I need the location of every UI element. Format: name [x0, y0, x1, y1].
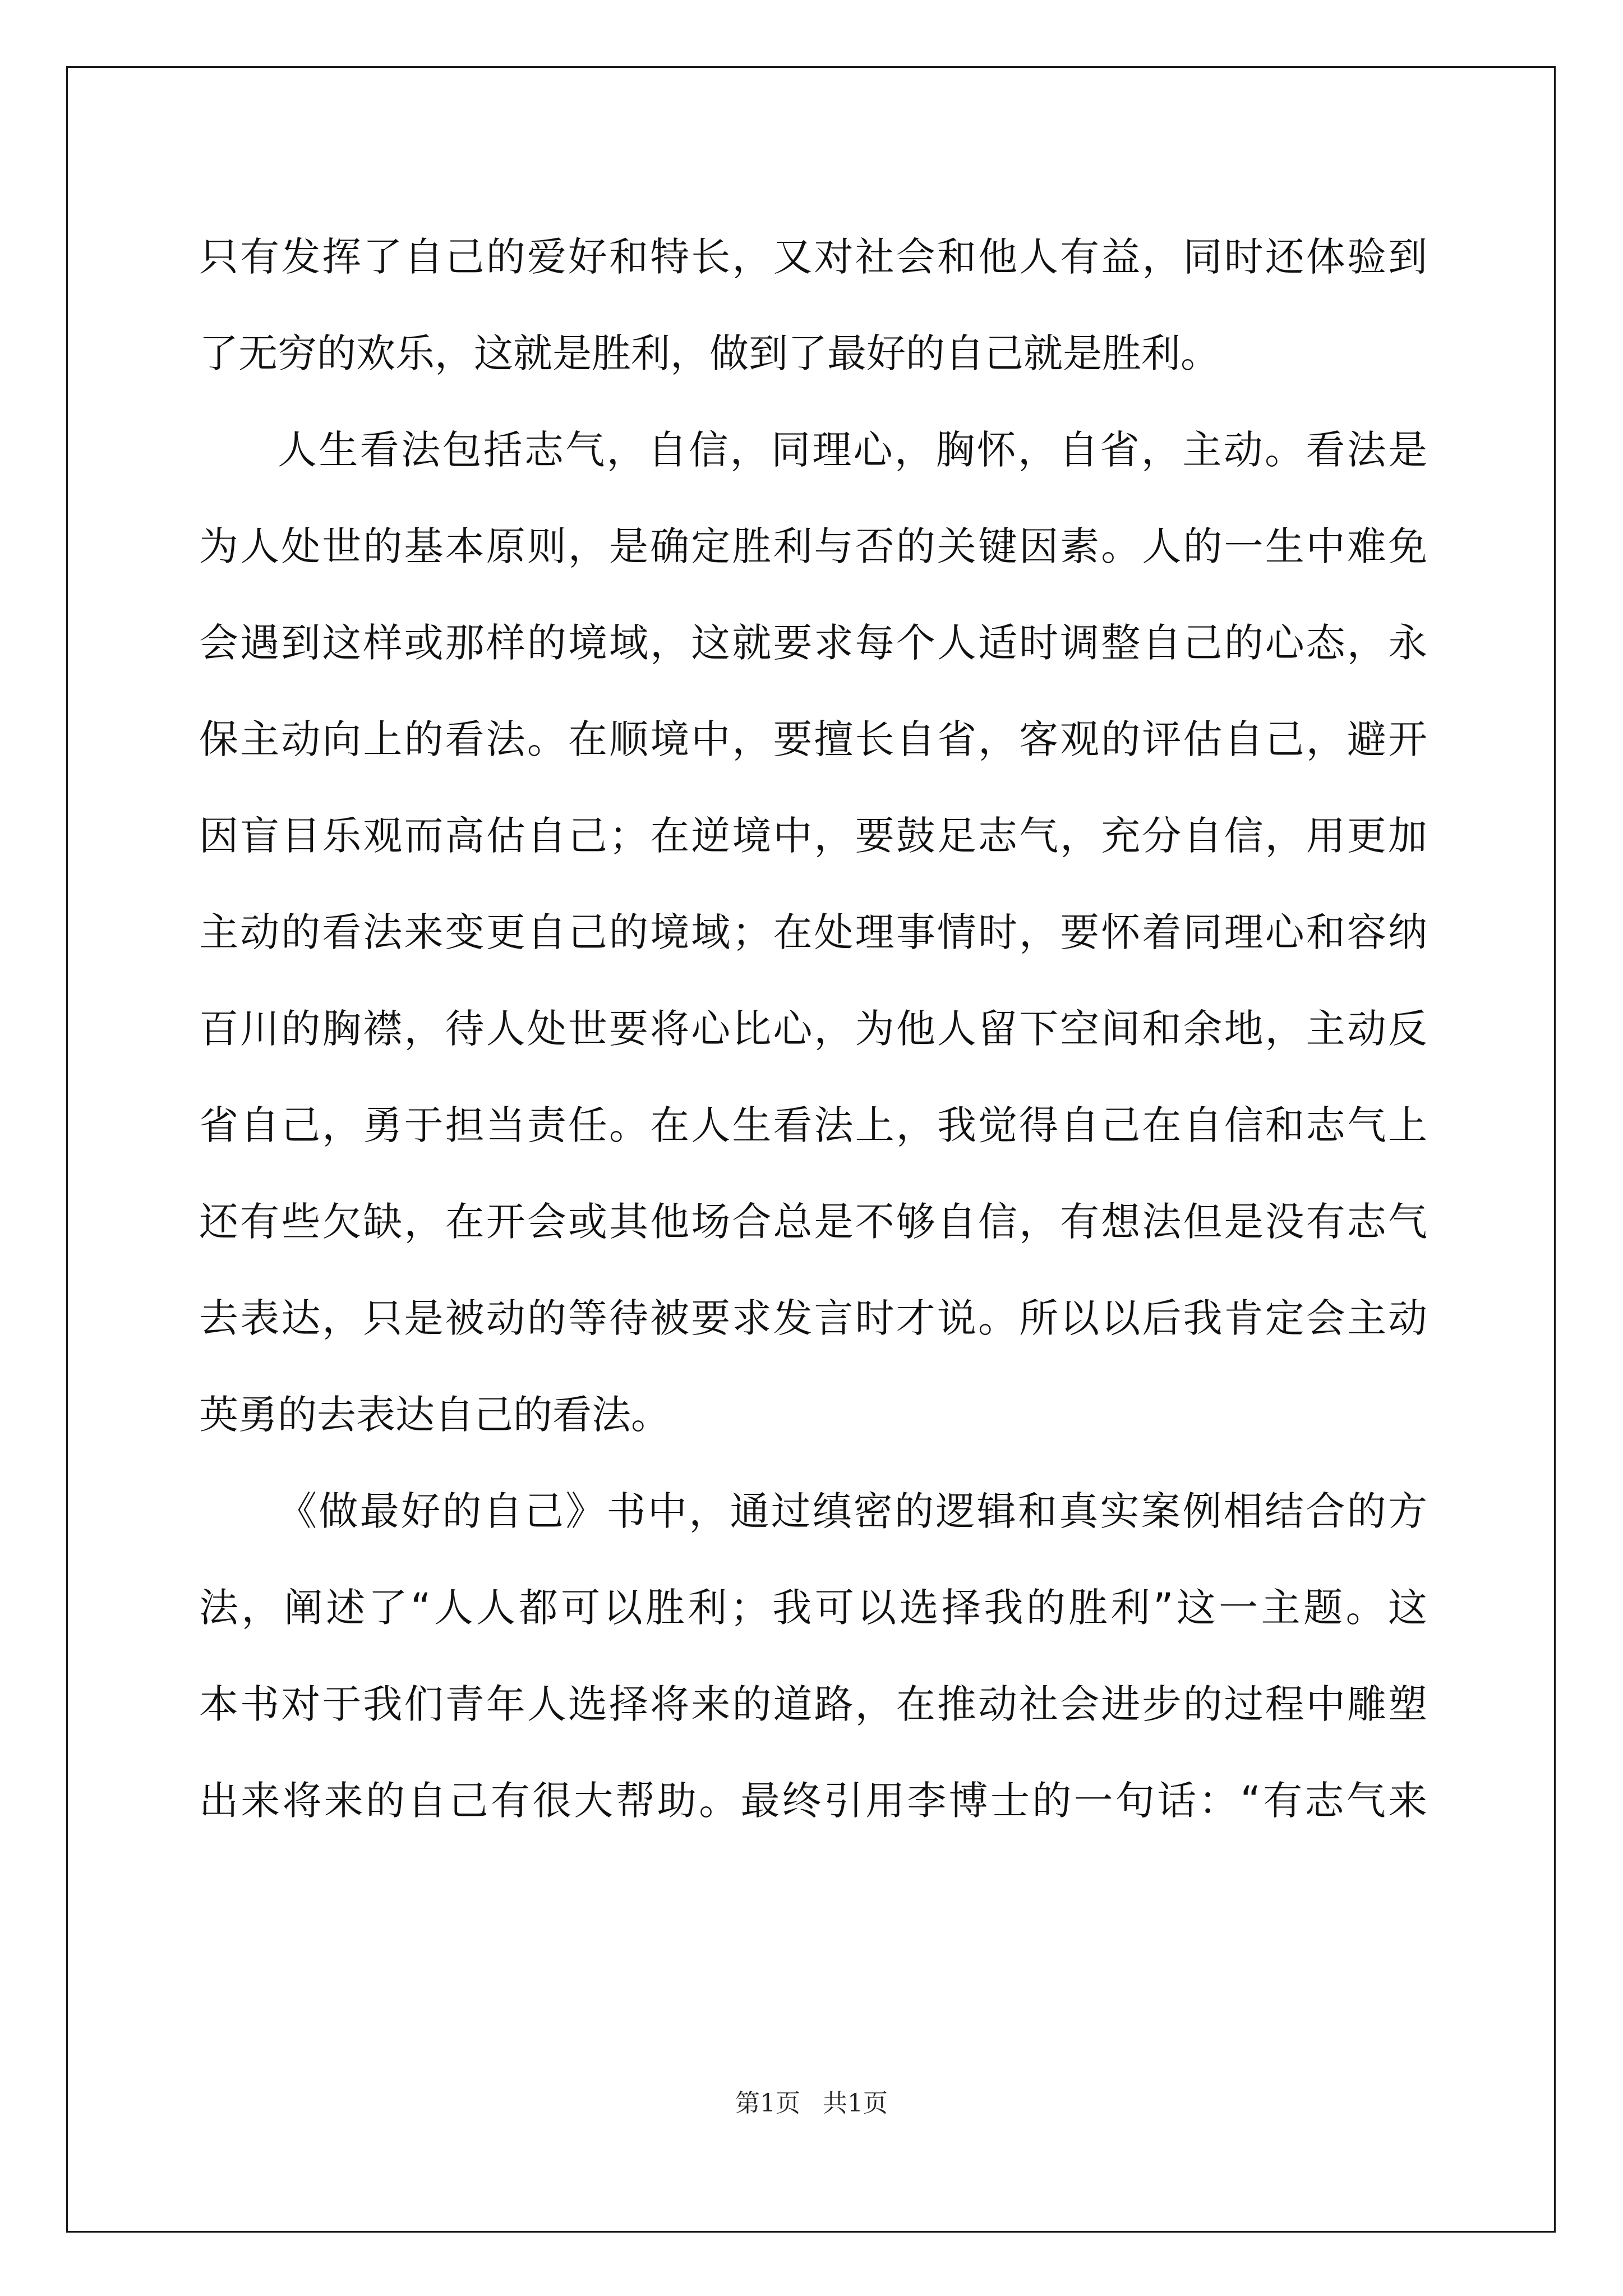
page-footer: [0, 2087, 1623, 2120]
text-line: 省自己，勇于担当责任。在人生看法上，我觉得自己在自信和志气上: [199, 1102, 1427, 1148]
page-number: 第1页: [735, 2089, 800, 2118]
page-total: 共1页: [823, 2089, 888, 2118]
text-line: 会遇到这样或那样的境域，这就要求每个人适时调整自己的心态，永: [199, 620, 1427, 666]
text-line: 主动的看法来变更自己的境域；在处理事情时，要怀着同理心和容纳: [199, 909, 1427, 955]
text-line: 英勇的去表达自己的看法。: [199, 1392, 670, 1438]
text-line: 了无穷的欢乐，这就是胜利，做到了最好的自己就是胜利。: [199, 330, 1220, 376]
text-line: 还有些欠缺，在开会或其他场合总是不够自信，有想法但是没有志气: [199, 1199, 1427, 1245]
text-line: 因盲目乐观而高估自己；在逆境中，要鼓足志气，充分自信，用更加: [199, 813, 1427, 859]
text-line: 本书对于我们青年人选择将来的道路，在推动社会进步的过程中雕塑: [199, 1681, 1427, 1727]
document-body: [199, 209, 1427, 1849]
text-line: 只有发挥了自己的爱好和特长，又对社会和他人有益，同时还体验到: [199, 234, 1427, 280]
text-line: 出来将来的自己有很大帮助。最终引用李博士的一句话：“有志气来: [199, 1778, 1427, 1824]
text-line: 保主动向上的看法。在顺境中，要擅长自省，客观的评估自己，避开: [199, 716, 1427, 762]
text-line: 人生看法包括志气，自信，同理心，胸怀，自省，主动。看法是: [278, 427, 1427, 473]
text-line: 百川的胸襟，待人处世要将心比心，为他人留下空间和余地，主动反: [199, 1006, 1427, 1052]
text-line: 《做最好的自己》书中，通过缜密的逻辑和真实案例相结合的方: [278, 1488, 1427, 1534]
text-line: 去表达，只是被动的等待被要求发言时才说。所以以后我肯定会主动: [199, 1295, 1427, 1341]
text-line: 为人处世的基本原则，是确定胜利与否的关键因素。人的一生中难免: [199, 523, 1427, 569]
text-line: 法，阐述了“人人都可以胜利；我可以选择我的胜利”这一主题。这: [199, 1585, 1427, 1631]
